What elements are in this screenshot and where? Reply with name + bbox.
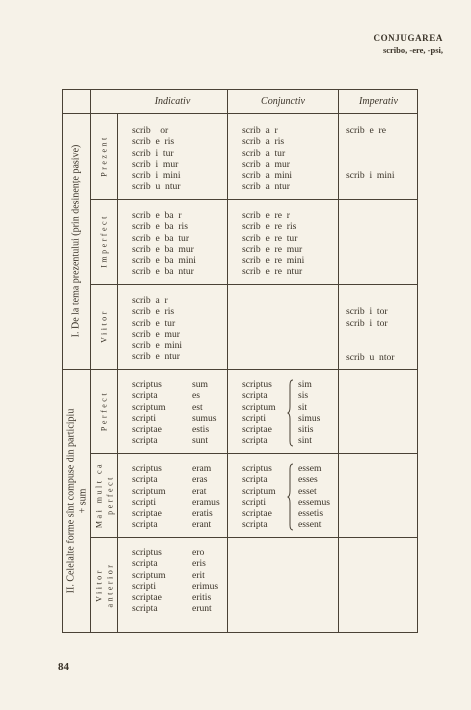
form: sum [192,379,208,390]
form: scriptum [242,401,276,413]
form: scriptum [132,569,166,581]
form: eris [192,558,206,570]
viitor-anterior-indicativ-auxiliary [192,547,218,615]
perfect-conjunctiv-participle [242,379,276,447]
form: sumus [192,412,217,424]
form: scrib i mur [132,158,179,170]
viitor-imperativ-form-1: scrib i tor [346,306,388,317]
form: erit [192,569,205,581]
form: scrib e ba mur [132,243,194,255]
form: scripti [132,496,156,508]
form: scrib e ba ris [132,221,188,233]
form: scrib e re mur [242,243,303,255]
form: est [192,401,203,413]
form: eram [192,463,212,474]
form: scriptae [132,592,162,604]
form: scrib a ntur [242,181,290,193]
form: esset [298,485,317,497]
form: scrib e mur [132,328,180,340]
form: scripti [132,412,156,424]
form: scrib e ba tur [132,232,190,244]
column-header-imperativ: Imperativ [359,96,398,107]
imperfect-indicativ-cell [132,210,196,278]
form: scrib e tur [132,317,176,329]
form: sim [298,379,312,390]
tense-label-viitor: Viitor [99,309,109,343]
form: scripta [132,474,158,486]
tense-label-imperfect: Imperfect [99,214,109,268]
row-divider-prezent [90,199,418,200]
perfect-conjunctiv-auxiliary [298,379,320,447]
form: eratis [192,508,213,520]
form: scripta [132,519,158,531]
form: erat [192,485,207,497]
form: scripta [132,603,158,615]
perfect-indicativ-auxiliary [192,379,217,447]
viitor-imperativ-form-3: scrib u ntor [346,352,395,363]
mmc-conjunctiv-auxiliary [298,463,330,531]
viitor-imperativ-form-2: scrib i tor [346,318,388,329]
tense-label-perfect: Perfect [99,390,109,432]
form: es [192,390,200,402]
tense-label-mmc-line2: perfect [105,475,115,515]
form: esses [298,474,318,486]
form: essemus [298,496,330,508]
form: scrib e re r [242,210,290,221]
form: ero [192,547,205,558]
form: scrib e ntur [132,351,180,363]
prezent-indicativ-cell [132,125,181,193]
form: scrib e ba mini [132,255,196,267]
column-header-conjunctiv: Conjunctiv [261,96,305,107]
form: scrib i mini [132,170,181,182]
form: scrib e re ntur [242,266,303,278]
mmc-indicativ-auxiliary [192,463,220,531]
prezent-conjunctiv-cell [242,125,292,193]
form: sitis [298,424,314,436]
form: scrib a mini [242,170,293,182]
form: scripta [242,519,268,531]
group-label-present-stem: I. De la tema prezentului (prin desinențe pasive) [70,144,82,338]
form: scriptus [242,379,272,390]
form: scriptum [132,485,166,497]
form: simus [298,412,321,424]
form: erunt [192,603,212,615]
tense-column-divider [117,113,118,633]
group-column-divider [90,89,91,633]
conjunctiv-column-divider [338,89,339,633]
tense-label-viitor-anterior-line1: Viitor [94,568,104,602]
form: eras [192,474,208,486]
form: scrib or [132,125,169,136]
imperfect-conjunctiv-cell [242,210,304,278]
form: scriptus [132,379,162,390]
form: scripta [132,435,158,447]
form: sis [298,390,309,402]
form: essetis [298,508,324,520]
form: scriptae [132,424,162,436]
form: scripti [242,496,266,508]
prezent-imperativ-form-1: scrib e re [346,125,386,136]
form: scripta [242,474,268,486]
perfect-indicativ-participle [132,379,166,447]
viitor-anterior-indicativ-participle [132,547,166,615]
form: scrib i tur [132,147,174,159]
form: scripta [132,390,158,402]
form: scriptae [132,508,162,520]
form: eritis [192,592,212,604]
tense-label-prezent: Prezent [99,135,109,177]
form: estis [192,424,210,436]
header-row-divider [62,113,418,114]
form: sint [298,435,312,447]
form: scrib a tur [242,147,286,159]
tense-label-mmc-line1: Mai mult ca [94,461,104,529]
form: eramus [192,496,220,508]
form: scriptae [242,424,272,436]
form: scripta [132,558,158,570]
form: scrib e ba ntur [132,266,194,278]
form: sunt [192,435,208,447]
form: scripta [242,435,268,447]
form: scriptus [242,463,272,474]
row-divider-mmc [90,537,418,538]
indicativ-column-divider [227,89,228,633]
form: scrib e ris [132,136,175,148]
viitor-indicativ-cell [132,295,182,363]
mmc-indicativ-participle [132,463,166,531]
form: scripti [132,580,156,592]
group-label-participle-plus: + sum [77,488,89,514]
form: scrib a mur [242,158,290,170]
form: scrib e mini [132,340,183,352]
form: scrib e re mini [242,255,305,267]
form: scrib e re tur [242,232,298,244]
form: scripti [242,412,266,424]
form: scrib u ntur [132,181,181,193]
mmc-conjunctiv-participle [242,463,276,531]
row-divider-perfect [90,453,418,454]
running-header-subtitle: scribo, -ere, -psi, [382,45,443,55]
group-divider [62,369,418,370]
mmc-conjunctiv-brace [287,463,297,531]
form: scriptae [242,508,272,520]
prezent-imperativ-form-2: scrib i mini [346,170,395,181]
form: erant [192,519,212,531]
form: scrib a r [242,125,278,136]
tense-label-viitor-anterior-line2: anterior [105,562,115,608]
page-number: 84 [58,661,69,673]
form: scriptum [242,485,276,497]
column-header-indicativ: Indicativ [154,96,191,107]
form: scriptus [132,547,162,558]
form: scrib e re ris [242,221,297,233]
form: essem [298,463,322,474]
form: essent [298,519,322,531]
form: scrib e ris [132,306,175,318]
form: sit [298,401,308,413]
form: scrib a r [132,295,168,306]
row-divider-imperfect [90,284,418,285]
running-header-title: CONJUGAREA [373,33,443,43]
form: scrib a ris [242,136,285,148]
form: scrib e ba r [132,210,182,221]
form: scriptum [132,401,166,413]
perfect-conjunctiv-brace [287,379,297,447]
form: scripta [242,390,268,402]
group-label-participle: II. Celelalte forme sînt compuse din participiu [65,408,77,594]
form: scriptus [132,463,162,474]
form: erimus [192,580,219,592]
